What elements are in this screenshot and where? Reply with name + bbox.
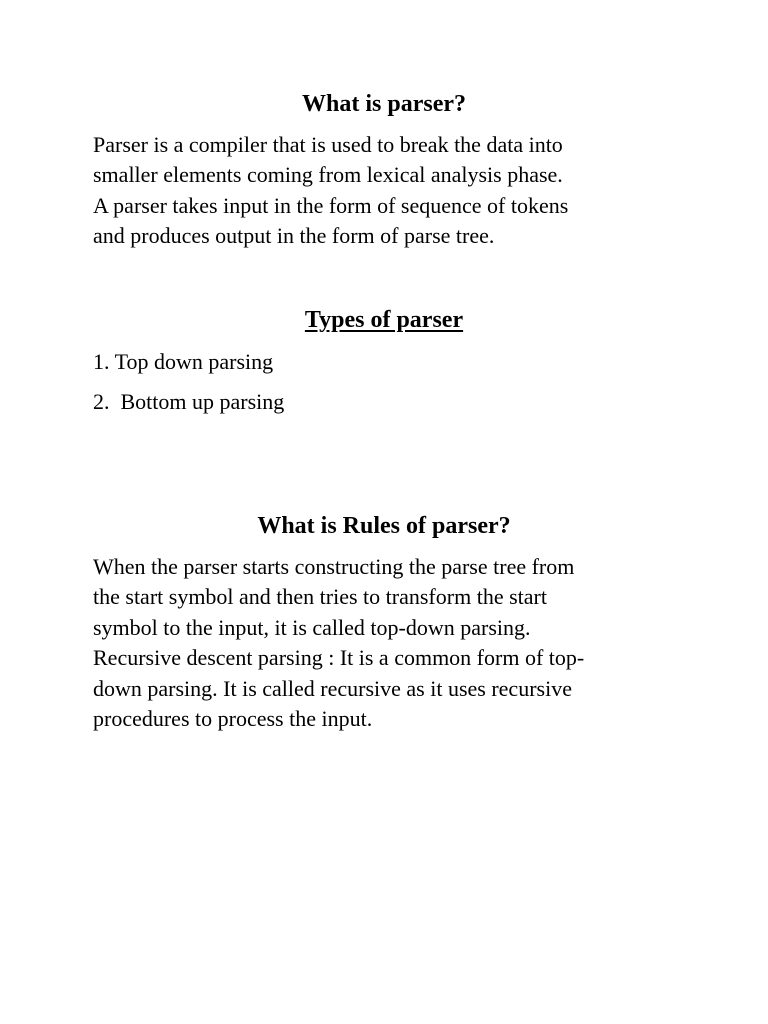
heading-rules-of-parser-text: What is Rules of parser? xyxy=(257,513,511,539)
paragraph-line: down parsing. It is called recursive as it uses recursive xyxy=(93,675,572,701)
paragraph-line: procedures to process the input. xyxy=(93,706,373,732)
paragraph-line: When the parser starts constructing the parse tree from xyxy=(93,554,575,579)
heading-types-of-parser xyxy=(0,305,768,335)
paragraph-line: Recursive descent parsing : It is a common form of top- xyxy=(93,645,585,671)
paragraph-line: Parser is a compiler that is used to break the data into xyxy=(93,132,563,157)
paragraph-line: and produces output in the form of parse tree. xyxy=(93,223,495,249)
paragraph-line: A parser takes input in the form of sequence of tokens xyxy=(93,192,569,218)
heading-rules-of-parser xyxy=(0,511,768,541)
paragraph-line: symbol to the input, it is called top-down parsing. xyxy=(93,614,531,640)
paragraph-parser-definition xyxy=(93,130,693,252)
paragraph-line: smaller elements coming from lexical analysis phase. xyxy=(93,162,563,188)
list-item-bottom-up: 2. Bottom up parsing xyxy=(93,389,285,414)
paragraph-line: the start symbol and then tries to transform the start xyxy=(93,584,547,610)
list-item-top-down: 1. Top down parsing xyxy=(93,349,274,374)
heading-types-of-parser-text: Types of parser xyxy=(304,307,464,333)
heading-what-is-parser xyxy=(0,89,768,119)
paragraph-rules-of-parser xyxy=(93,552,693,734)
heading-what-is-parser-text: What is parser? xyxy=(302,91,466,117)
